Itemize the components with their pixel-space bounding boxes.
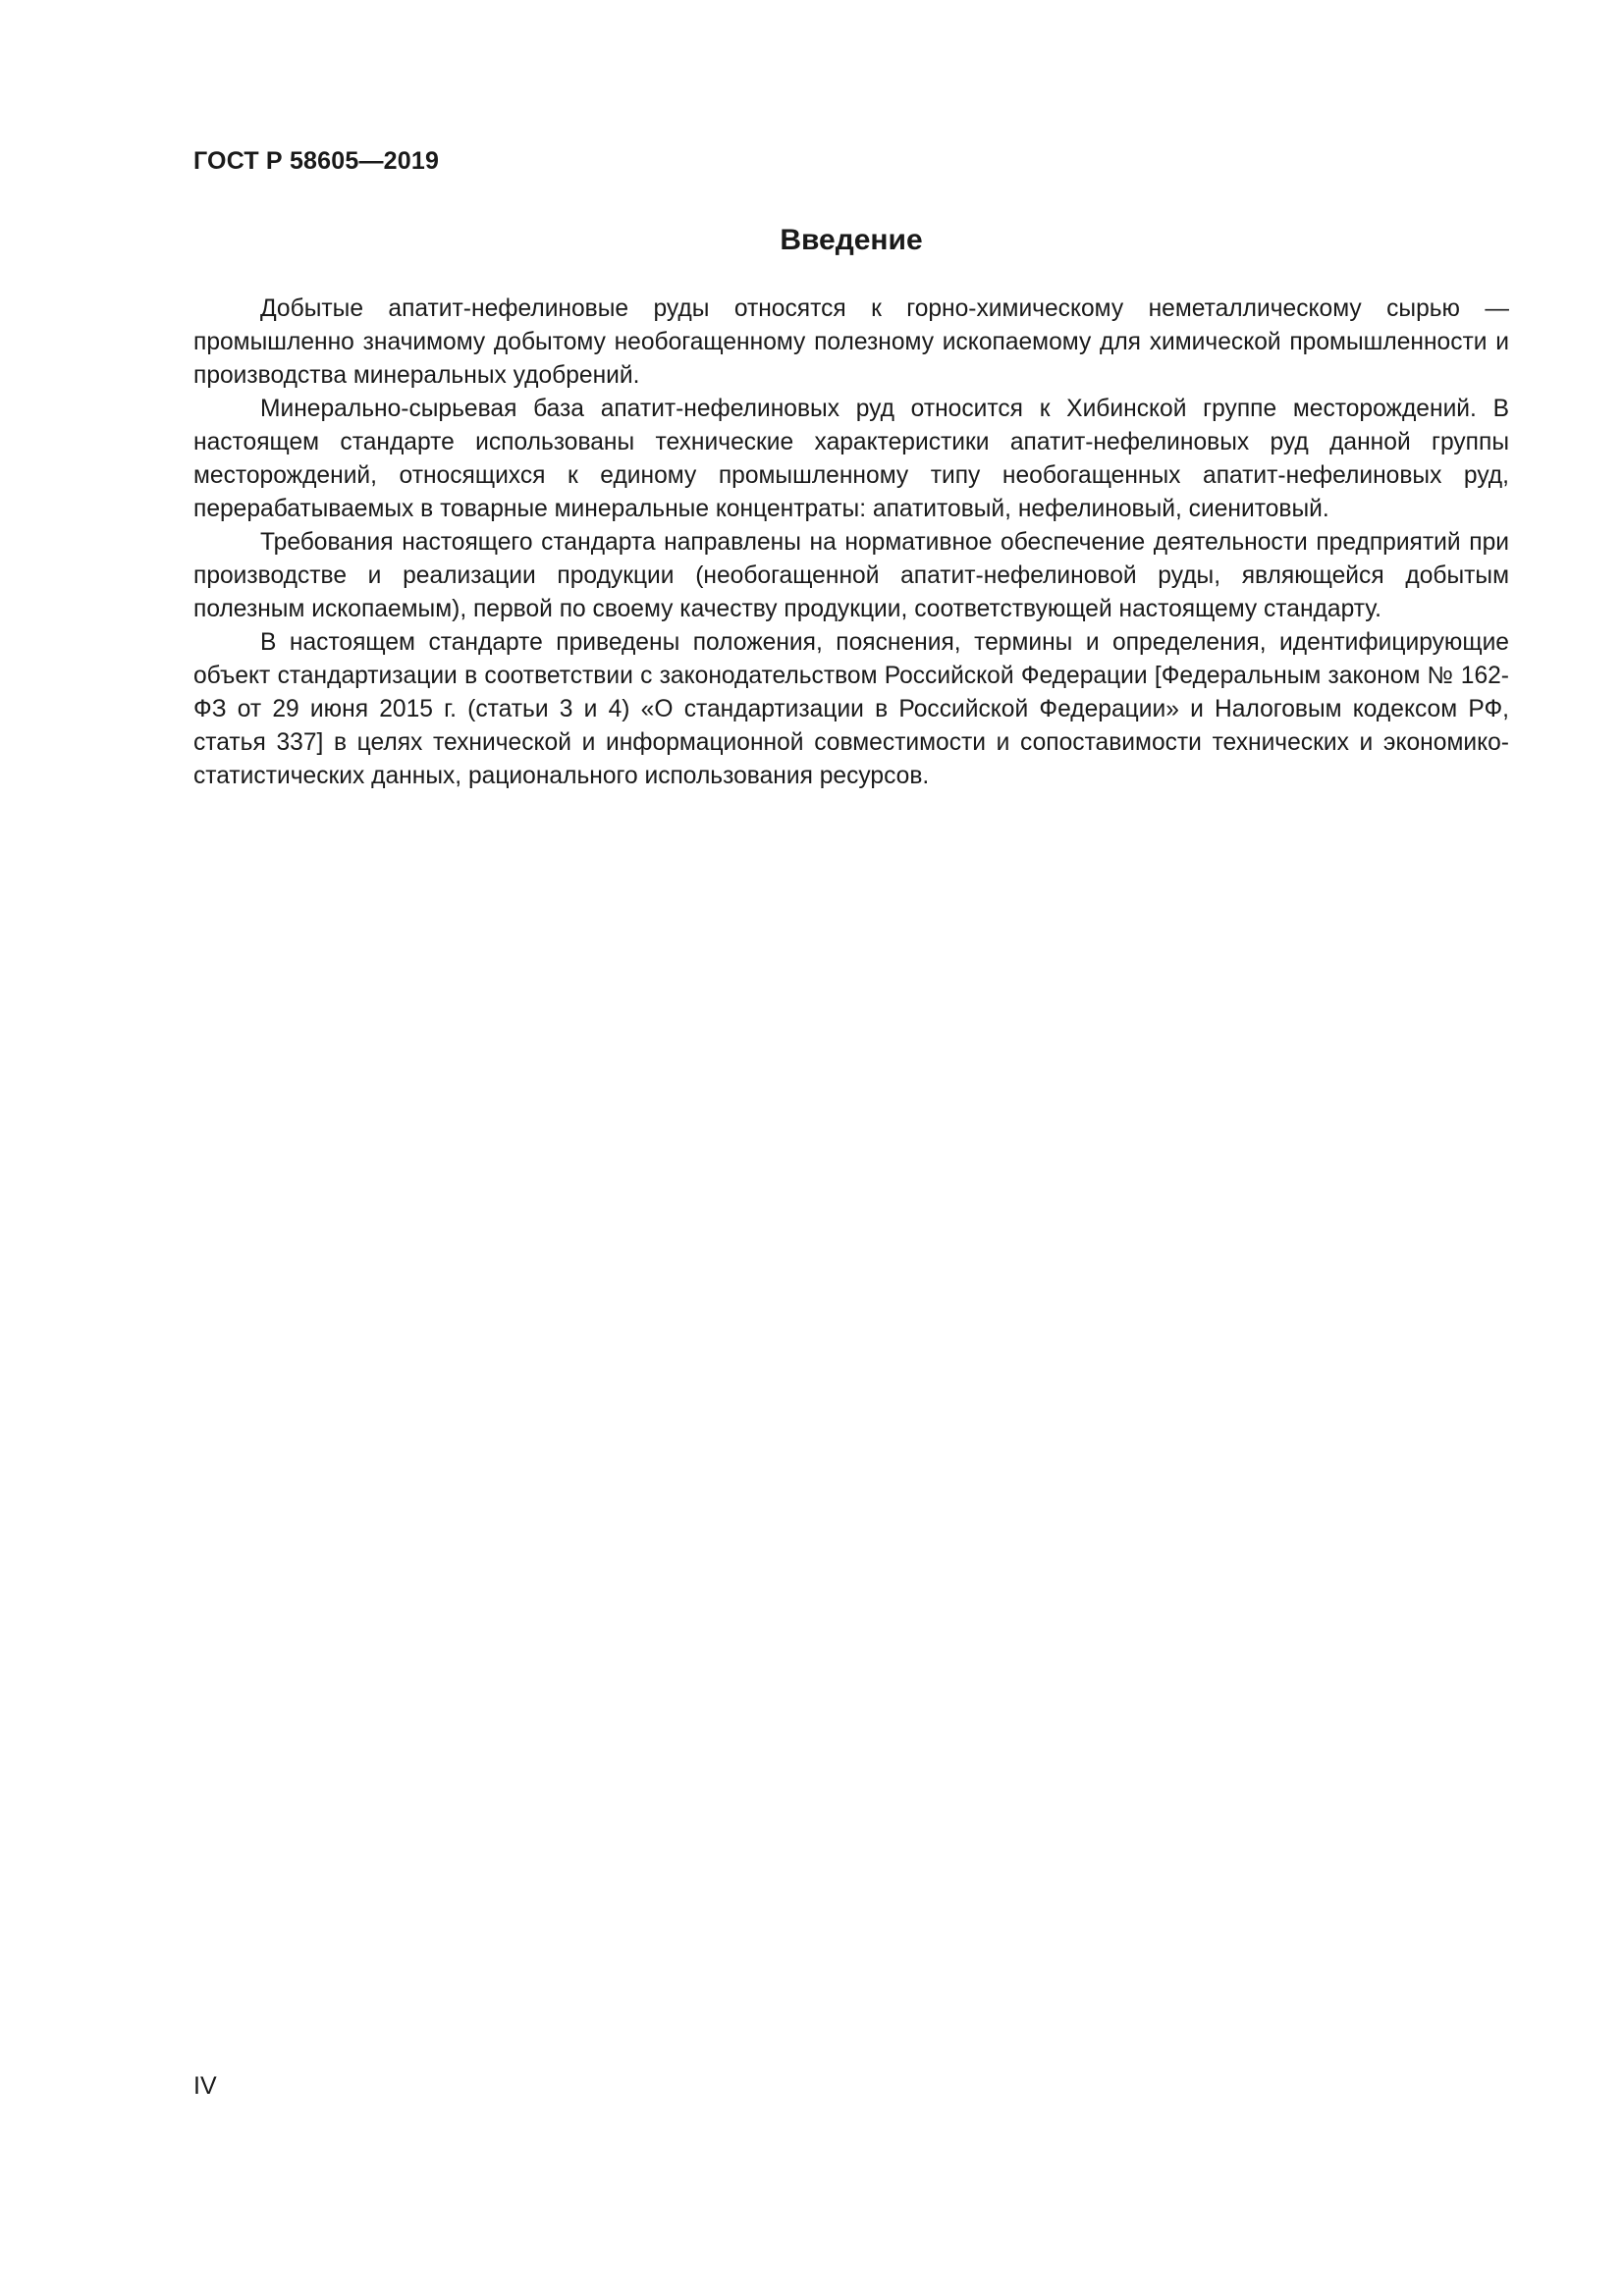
body-text [193,293,1509,793]
paragraph: В настоящем стандарте приведены положения, пояснения, термины и определения, идентифицирующие объект стандартизации в соответствии с законодательством Российской Федерации [Федеральным законом № 162-ФЗ от 29 июня 2015 г. (статьи 3 и 4) «О стандартизации в Российской Федерации» и Налоговым кодексом РФ, статья 337] в целях технической и информационной совместимости и сопоставимости технических и экономико-статистических данных, рационального использования ресурсов. [193,629,1509,789]
section-title: Введение [780,224,923,256]
paragraph: Требования настоящего стандарта направлены на нормативное обеспечение деятельности предприятий при производстве и реализации продукции (необогащенной апатит-нефелиновой руды, являющейся добытым полезным ископаемым), первой по своему качеству продукции, соответствующей настоящему стандарту. [193,529,1509,622]
page-number: IV [193,2072,217,2100]
document-code: ГОСТ Р 58605—2019 [193,147,440,175]
paragraph: Минерально-сырьевая база апатит-нефелиновых руд относится к Хибинской группе месторождений. В настоящем стандарте использованы технические характеристики апатит-нефелиновых руд данной группы месторождений, относящихся к единому промышленному типу необогащенных апатит-нефелиновых руд, перерабатываемых в товарные минеральные концентраты: апатитовый, нефелиновый, сиенитовый. [193,396,1509,522]
paragraph: Добытые апатит-нефелиновые руды относятся к горно-химическому неметаллическому сырью — промышленно значимому добытому необогащенному полезному ископаемому для химической промышленности и производства минеральных удобрений. [193,295,1509,389]
